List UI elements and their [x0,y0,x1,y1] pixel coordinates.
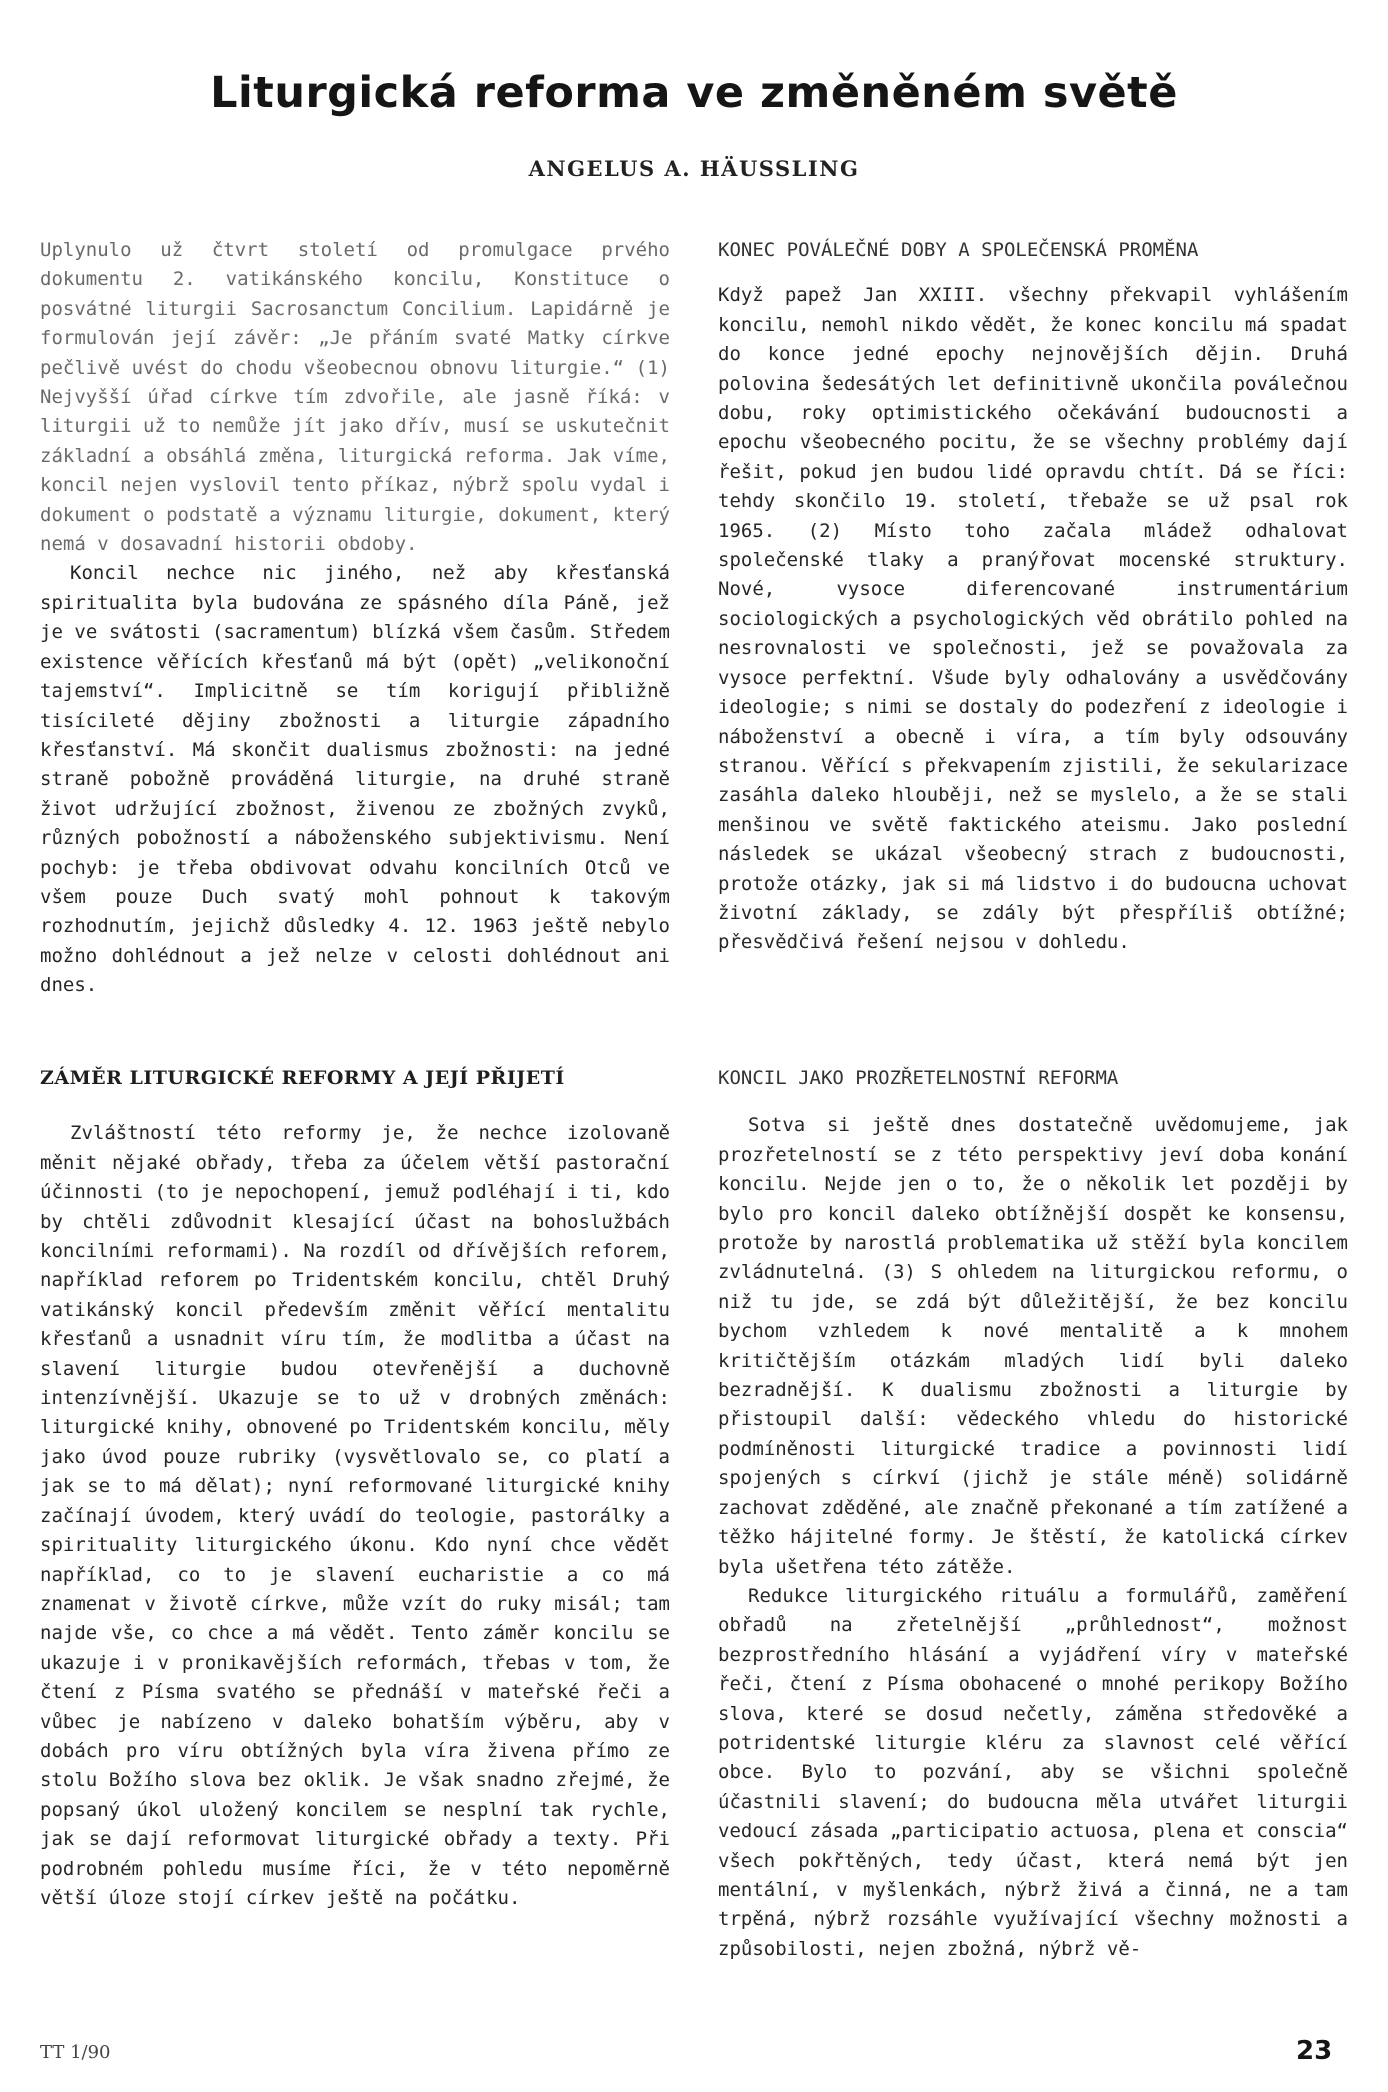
right-column-bottom [718,1064,1348,1964]
left-column-bottom [40,1064,670,1913]
right-column-top [718,236,1348,958]
left-paragraph-3: Zvláštností této reformy je, že nechce izolovaně měnit nějaké obřady, třeba za účelem větší pastorační účinnosti (to je nepochopení, jemuž podléhají i ti, kdo by chtěli zdůvodnit klesající účast na bohoslužbách koncilními reformami). Na rozdíl od dřívějších reforem, například reforem po Tridentském koncilu, chtěl Druhý vatikánský koncil především změnit věřící mentalitu křesťanů a usnadnit víru tím, že modlitba a účast na slavení liturgie budou otevřenější a duchovně intenzívnější. Ukazuje se to už v drobných změnách: liturgické knihy, obnovené po Tridentském koncilu, měly jako úvod pouze rubriky (vysvětlovalo se, co platí a jak se to má dělat); nyní reformované liturgické knihy začínají úvodem, který uvádí do teologie, pastorálky a spirituality liturgického úkonu. Kdo nyní chce vědět například, co to je slavení eucharistie a co má znamenat v životě církve, může vzít do ruky misál; tam najde vše, co chce a má vědět. Tento záměr koncilu se ukazuje i v pronikavějších reformách, třebas v tom, že čtení z Písma svatého se přednáší v mateřské řeči a vůbec je nabízeno v daleko bohatším výběru, aby v dobách pro víru obtížných byla víra živena přímo ze stolu Božího slova bez oklik. Je však snadno zřejmé, že popsaný úkol uložený koncilem se nesplní tak rychle, jak se dají reformovat liturgické obřady a texty. Při podrobném pohledu musíme říci, že v této nepoměrně větší úloze stojí církev ještě na počátku. [40,1122,670,1909]
page-number: 23 [1296,2036,1333,2066]
left-column-top [40,236,670,1001]
right-paragraph-1: Když papež Jan XXIII. všechny překvapil vyhlášením koncilu, nemohl nikdo vědět, že konec koncilu má spadat do konce jedné epochy nejnovějších dějin. Druhá polovina šedesátých let definitivně ukončila poválečnou dobu, roky optimistického očekávání budoucnosti a epochu všeobecného pocitu, že se všechny problémy dají řešit, pokud jen budou lidé opravdu chtít. Dá se říci: tehdy skončilo 19. století, třebaže se už psal rok 1965. (2) Místo toho začala mládež odhalovat společenské tlaky a pranýřovat mocenské struktury. Nové, vysoce diferencované instrumentárium sociologických a psychologických věd obrátilo pohled na nesrovnalosti ve společnosti, jež se považovala za vysoce perfektní. Všude byly odhalovány a usvědčovány ideologie; s nimi se dostaly do podezření z ideologie i náboženství a obecně i víra, a tím byly odsouvány stranou. Věřící s překvapením zjistili, že sekularizace zasáhla daleko hlouběji, než se myslelo, a že se stali menšinou ve světě faktického ateismu. Jako poslední následek se ukázal všeobecný strach z budoucnosti, protože otázky, jak si má lidstvo i do budoucna uchovat životní základy, se zdály být přespříliš obtížné; přesvědčivá řešení nejsou v dohledu. [718,284,1348,954]
journal-issue-label: TT 1/90 [40,2042,111,2063]
article-author: ANGELUS A. HÄUSSLING [528,156,860,181]
section-heading-zamer: ZÁMĚR LITURGICKÉ REFORMY A JEJÍ PŘIJETÍ [40,1067,565,1089]
right-paragraph-2: Sotva si ještě dnes dostatečně uvědomujeme, jak prozřetelností se z této perspektivy jeví doba konání koncilu. Nejde jen o to, že o několik let později by bylo pro koncil daleko obtížnější dospět ke konsensu, protože by narostlá problematika už stěží byla koncilem zvládnutelná. (3) S ohledem na liturgickou reformu, o niž tu jde, se zdá být důležitější, že bez koncilu bychom vzhledem k nové mentalitě a k mnohem kritičtějším otázkám mladých lidí byli daleko bezradnější. K dualismu zbožnosti a liturgie by přistoupil další: vědeckého vhledu do historické podmíněnosti liturgické tradice a povinnosti lidí spojených s církví (jichž je stále méně) solidárně zachovat zděděné, ale značně překonané a tím zatížené a těžko hájitelné formy. Je štěstí, že katolická církev byla ušetřena této zátěže. [718,1114,1348,1578]
section-heading-konec: KONEC POVÁLEČNÉ DOBY A SPOLEČENSKÁ PROMĚNA [718,239,1199,261]
right-paragraph-3: Redukce liturgického rituálu a formulářů, zaměření obřadů na zřetelnější „průhlednost“, možnost bezprostředního hlásání a vyjádření víry v mateřské řeči, čtení z Písma obohacené o mnohé perikopy Božího slova, které se dosud nečetly, záměna středověké a potridentské liturgie kléru za slavnost celé věřící obce. Bylo to pozvání, aby se všichni společně účastnili slavení; do budoucna měla utvářet liturgii vedoucí zásada „participatio actuosa, plena et conscia“ všech pokřtěných, tedy účast, která nemá být jen mentální, v myšlenkách, nýbrž živá a činná, ne a tam trpěná, nýbrž rozsáhle využívající všechny možnosti a způsobilosti, nejen zbožná, nýbrž vě- [718,1584,1348,1960]
left-paragraph-2: Koncil nechce nic jiného, než aby křesťanská spiritualita byla budována ze spásného díla Páně, jež je ve svátosti (sacramentum) blízká všem časům. Středem existence věřících křesťanů má být (opět) „velikonoční tajemství“. Implicitně se tím korigují přibližně tisícileté dějiny zbožnosti a liturgie západního křesťanství. Má skončit dualismus zbožnosti: na jedné straně pobožně prováděná liturgie, na druhé straně život udržující zbožnost, živenou ze zbožných zvyků, různých pobožností a náboženského subjektivismu. Není pochyb: je třeba obdivovat odvahu koncilních Otců ve všem pouze Duch svatý mohl pohnout k takovým rozhodnutím, jejichž důsledky 4. 12. 1963 ještě nebylo možno dohlédnout a jež nelze v celosti dohlédnout ani dnes. [40,562,670,997]
left-paragraph-1: Uplynulo už čtvrt století od promulgace prvého dokumentu 2. vatikánského koncilu, Konstituce o posvátné liturgii Sacrosanctum Concilium. Lapidárně je formulován její závěr: „Je přáním svaté Matky církve pečlivě uvést do chodu všeobecnou obnovu liturgie.“ (1) Nejvyšší úřad církve tím zdvořile, ale jasně říká: v liturgii už to nemůže jít jako dřív, musí se uskutečnit základní a obsáhlá změna, liturgická reforma. Jak víme, koncil nejen vyslovil tento příkaz, nýbrž spolu vydal i dokument o podstatě a významu liturgie, dokument, který nemá v dosavadní historii obdoby. [40,239,670,556]
section-heading-koncil: KONCIL JAKO PROZŘETELNOSTNÍ REFORMA [718,1067,1119,1089]
article-title: Liturgická reforma ve změněném světě [210,68,1178,118]
